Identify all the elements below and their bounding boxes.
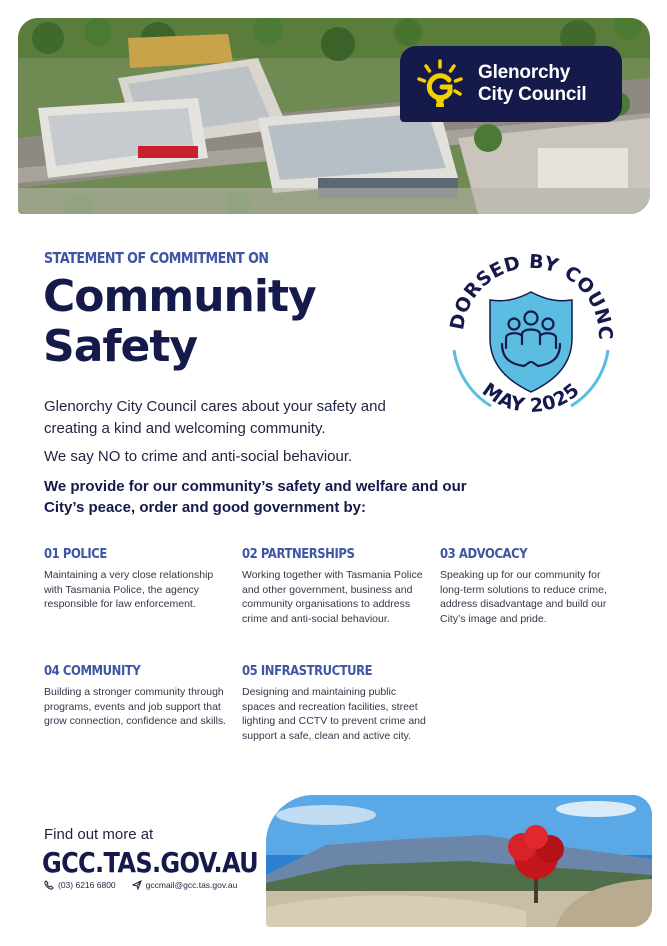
commitment-police (44, 546, 230, 612)
commitment-advocacy (440, 546, 626, 626)
commitment-body: Maintaining a very close relationship with Tasmania Police, the agency responsible for law enforcement. (44, 569, 214, 610)
sun-logo-icon (414, 58, 466, 110)
council-name (478, 62, 586, 106)
shield-icon (490, 292, 572, 392)
skate-park-photo (266, 795, 652, 927)
commitment-body: Speaking up for our community for long-term solutions to reduce crime, address disadvantage and build our City’s image and pride. (440, 569, 607, 625)
website-link[interactable]: GCC.TAS.GOV.AU (42, 846, 259, 879)
page-title (43, 272, 316, 372)
commitment-heading: 02 PARTNERSHIPS (242, 546, 355, 562)
commitment-infrastructure (242, 663, 428, 743)
commitment-body: Building a stronger community through programs, events and job support that grow connection, confidence and skills. (44, 686, 227, 727)
statement-kicker: STATEMENT OF COMMITMENT ON (44, 249, 269, 267)
seal-top-text: DORSED BY COUNC (446, 250, 616, 341)
contact-line (44, 880, 237, 890)
endorsed-seal (446, 246, 616, 426)
send-icon (132, 880, 142, 890)
commitment-body: Working together with Tasmania Police and other government, business and community organisations to address crime and anti-social behaviour. (242, 569, 423, 625)
seal-bottom-text: MAY 2025 (478, 378, 584, 418)
phone-number[interactable]: (03) 6216 6800 (58, 880, 116, 890)
commitment-heading: 04 COMMUNITY (44, 663, 141, 679)
intro-paragraph: Glenorchy City Council cares about your safety and creating a kind and welcoming community. (44, 398, 386, 437)
find-out-more: Find out more at (44, 826, 154, 843)
council-name-line2: City Council (478, 84, 587, 105)
title-line1: Community (43, 271, 316, 322)
commitment-partnerships (242, 546, 428, 626)
commitment-body: Designing and maintaining public spaces and recreation facilities, street lighting and CCTV to prevent crime and support a safe, clean and active city. (242, 686, 426, 742)
council-logo[interactable] (400, 46, 622, 122)
phone-icon (44, 880, 54, 890)
commitment-heading: 05 INFRASTRUCTURE (242, 663, 373, 679)
email-address[interactable]: gccmail@gcc.tas.gov.au (145, 880, 238, 890)
commitment-heading: 03 ADVOCACY (440, 546, 528, 562)
intro-no-crime: We say NO to crime and anti-social behaviour. (44, 448, 353, 465)
council-name-line1: Glenorchy (478, 62, 571, 83)
commitment-community (44, 663, 230, 729)
commitment-heading: 01 POLICE (44, 546, 107, 562)
intro-commitment: We provide for our community’s safety and welfare and our City’s peace, order and good government by: (44, 478, 467, 516)
title-line2: Safety (43, 321, 198, 372)
